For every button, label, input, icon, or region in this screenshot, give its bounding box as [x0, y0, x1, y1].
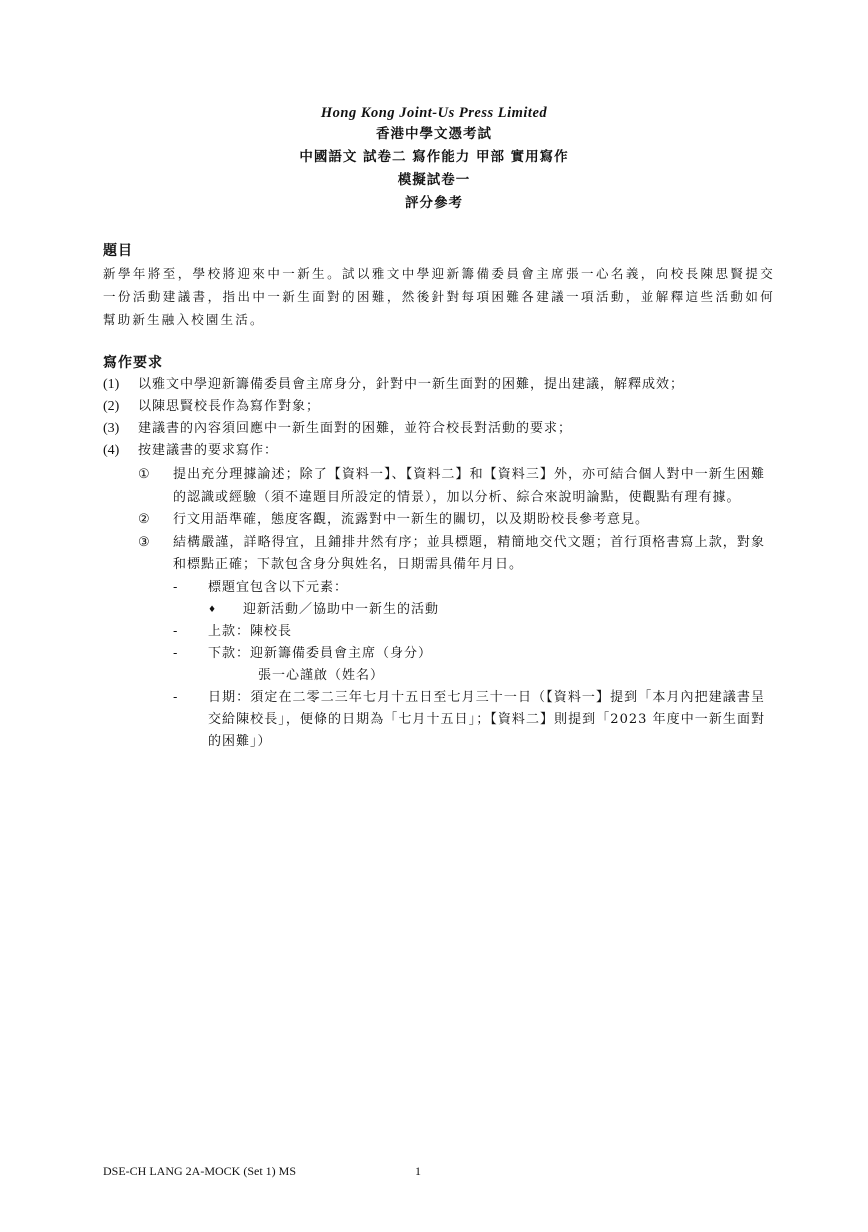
title-element-bullet: ♦ 迎新活動／協助中一新生的活動	[208, 599, 765, 621]
paper-code: DSE-CH LANG 2A-MOCK (Set 1) MS	[103, 1164, 297, 1178]
mock-paper-name: 模擬試卷一	[397, 172, 471, 188]
page-number: 1	[415, 1164, 421, 1178]
salutation-item: - 上款：陳校長	[173, 623, 293, 639]
requirement-item: (1) 以雅文中學迎新籌備委員會主席身分，針對中一新生面對的困難，提出建議，解釋成效；	[103, 377, 685, 392]
criteria-item: ① 提出充分理據論述；除了【資料一】、【資料二】和【資料三】外，亦可結合個人對中一新生困難的認識或經驗（須不違題目所設定的情景），加以分析、綜合來說明論點，使觀點有理有據。	[138, 467, 765, 505]
publisher-name: Hong Kong Joint-Us Press Limited	[320, 105, 548, 121]
document-header	[0, 104, 868, 214]
requirements-heading: 寫作要求	[103, 355, 163, 371]
signoff-item: - 下款：迎新籌備委員會主席（身分） 張一心謹啟（姓名）	[173, 645, 433, 683]
date-item: - 日期：須定在二零二三年七月十五日至七月三十一日（【資料一】提到「本月內把建議書呈交給陳校長」，便條的日期為「七月十五日」；【資料二】則提到「2023 年度中一新生面對的困難」）	[173, 689, 765, 749]
paper-name: 中國語文 試卷二 寫作能力 甲部 實用寫作	[299, 149, 569, 165]
criteria-item: ② 行文用語準確，態度客觀，流露對中一新生的關切，以及期盼校長參考意見。	[138, 512, 650, 527]
exam-name: 香港中學文憑考試	[376, 126, 492, 142]
marking-scheme-title: 評分參考	[405, 195, 463, 211]
diamond-bullet-icon: ♦	[208, 604, 218, 615]
writing-criteria-list	[138, 464, 783, 753]
title-elements-item: - 標題宜包含以下元素： ♦ 迎新活動／協助中一新生的活動	[173, 577, 765, 621]
requirement-item: (2) 以陳思賢校長作為寫作對象；	[103, 399, 321, 414]
topic-text: 新學年將至，學校將迎來中一新生。試以雅文中學迎新籌備委員會主席張一心名義，向校長陳思賢提交一份活動建議書，指出中一新生面對的困難，然後針對每項困難各建議一項活動，並解釋這些活動如何幫助新生融入校園生活。	[103, 266, 775, 327]
format-details-list	[173, 577, 783, 753]
topic-heading: 題目	[103, 243, 133, 259]
requirement-item: (3) 建議書的內容須回應中一新生面對的困難，並符合校長對活動的要求；	[103, 421, 573, 436]
criteria-item: ③ 結構嚴謹，詳略得宜，且鋪排井然有序；並具標題，精簡地交代文題；首行頂格書寫上款，對象和標點正確；下款包含身分與姓名，日期需具備年月日。	[138, 534, 765, 572]
requirement-item: (4) 按建議書的要求寫作：	[103, 443, 279, 458]
requirements-list	[103, 374, 783, 753]
